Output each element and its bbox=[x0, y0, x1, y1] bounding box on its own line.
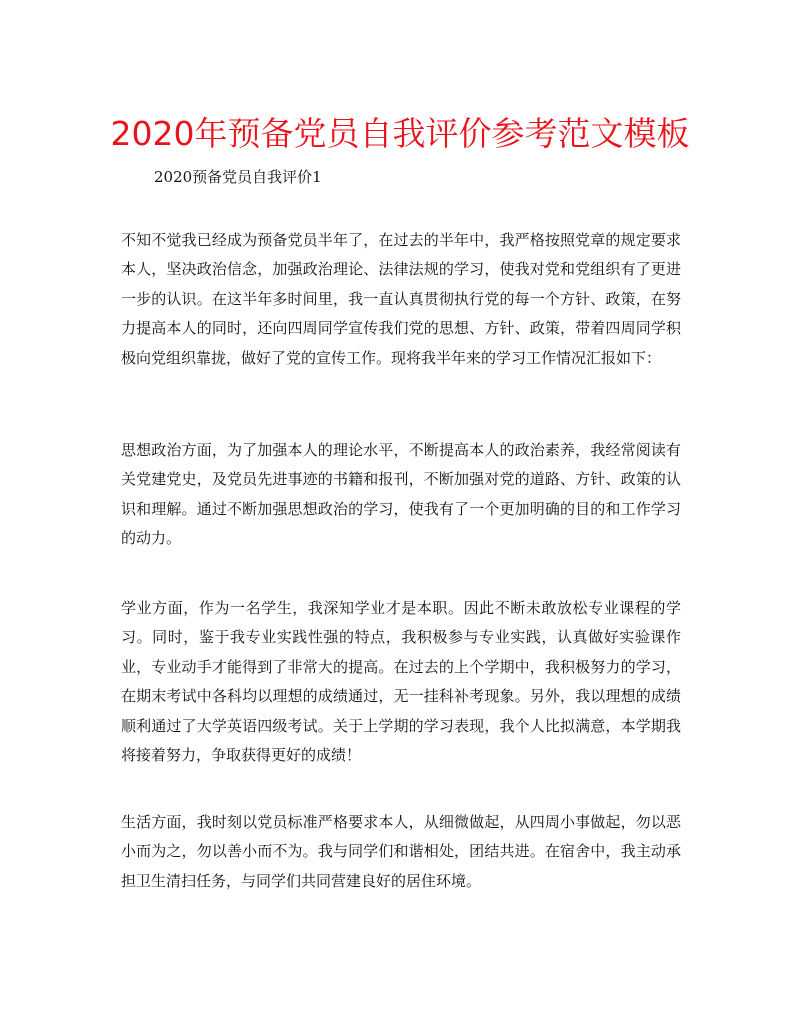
document-subtitle: 2020预备党员自我评价1 bbox=[154, 168, 322, 186]
paragraph-political: 思想政治方面，为了加强本人的理论水平，不断提高本人的政治素养，我经常阅读有关党建党史，及党员先进事迹的书籍和报刊，不断加强对党的道路、方针、政策的认识和理解。通过不断加强思想政治的学习，使我有了一个更加明确的目的和工作学习的动力。 bbox=[121, 441, 681, 548]
paragraph-intro: 不知不觉我已经成为预备党员半年了，在过去的半年中，我严格按照党章的规定要求本人，坚决政治信念，加强政治理论、法律法规的学习，使我对党和党组织有了更进一步的认识。在这半年多时间里，我一直认真贯彻执行党的每一个方针、政策，在努力提高本人的同时，还向四周同学宣传我们党的思想、方针、政策，带着四周同学积极向党组织靠拢，做好了党的宣传工作。现将我半年来的学习工作情况汇报如下： bbox=[121, 231, 681, 367]
paragraph-life: 生活方面，我时刻以党员标准严格要求本人，从细微做起，从四周小事做起，勿以恶小而为之，勿以善小而不为。我与同学们和谐相处，团结共进。在宿舍中，我主动承担卫生清扫任务，与同学们共同营建良好的居住环境。 bbox=[121, 813, 681, 890]
paragraph-academic: 学业方面，作为一名学生，我深知学业才是本职。因此不断未敢放松专业课程的学习。同时，鉴于我专业实践性强的特点，我积极参与专业实践，认真做好实验课作业，专业动手才能得到了非常大的提高。在过去的上个学期中，我积极努力的学习，在期末考试中各科均以理想的成绩通过，无一挂科补考现象。另外，我以理想的成绩顺利通过了大学英语四级考试。关于上学期的学习表现，我个人比拟满意，本学期我将接着努力，争取获得更好的成绩！ bbox=[121, 599, 681, 765]
document-title: 2020年预备党员自我评价参考范文模板 bbox=[110, 114, 690, 153]
